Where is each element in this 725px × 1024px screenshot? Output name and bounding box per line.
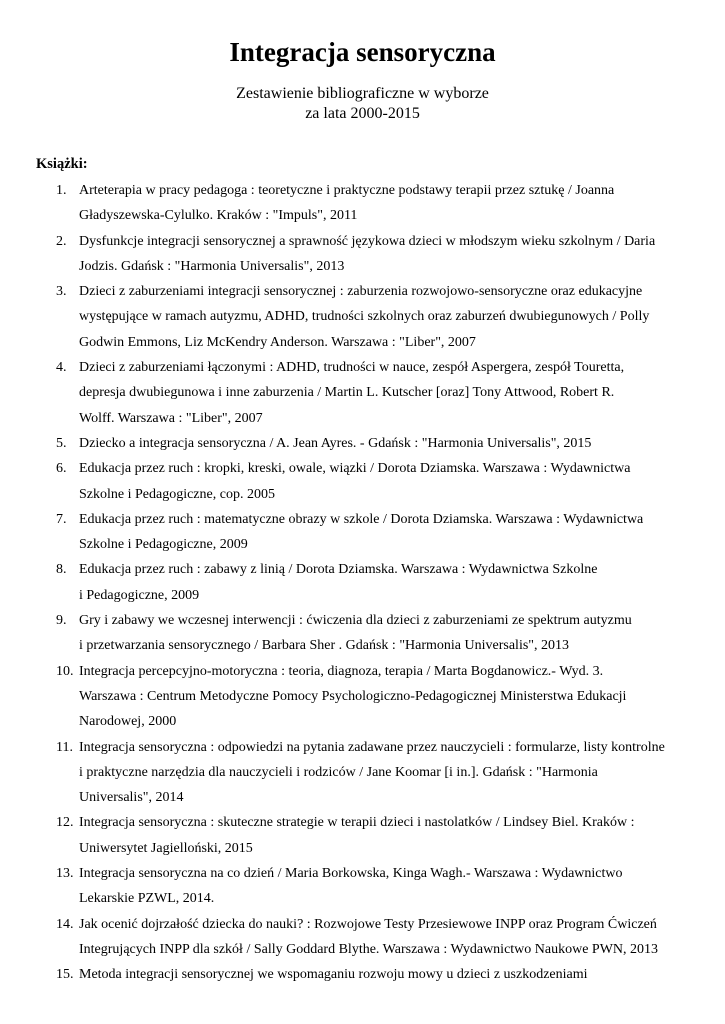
book-number: 12.: [56, 815, 74, 831]
document-subtitle: [0, 84, 725, 124]
book-item: [0, 735, 725, 811]
book-entry-text: Integracja sensoryczna na co dzień / Maria Borkowska, Kinga Wagh.- Warszawa : Wydawnictwo Lekarskie PZWL, 2014.: [79, 866, 623, 907]
book-list: [0, 178, 725, 988]
book-number: 2.: [56, 233, 67, 249]
book-item: [0, 456, 725, 507]
book-number: 14.: [56, 916, 74, 932]
book-number: 11.: [56, 739, 73, 755]
book-number: 4.: [56, 360, 67, 376]
book-item: [0, 810, 725, 861]
book-item: [0, 557, 725, 608]
book-entry-text: Edukacja przez ruch : kropki, kreski, owale, wiązki / Dorota Dziamska. Warszawa : Wydawnictwa Szkolne i Pedagogiczne, cop. 2005: [79, 461, 631, 502]
book-number: 1.: [56, 183, 67, 198]
book-item: [0, 608, 725, 659]
book-item: [0, 178, 725, 229]
book-entry-text: Edukacja przez ruch : matematyczne obrazy w szkole / Dorota Dziamska. Warszawa : Wydawnictwa Szkolne i Pedagogiczne, 2009: [79, 511, 644, 553]
book-entry-text: Dziecko a integracja sensoryczna / A. Jean Ayres. - Gdańsk : "Harmonia Universalis", 2015: [79, 435, 592, 451]
subtitle-line-2: za lata 2000-2015: [305, 105, 420, 122]
book-number: 7.: [56, 511, 67, 527]
section-heading-books: Książki:: [36, 156, 88, 172]
book-entry-text: Metoda integracji sensorycznej we wspomaganiu rozwoju mowy u dzieci z uszkodzeniami: [79, 967, 588, 983]
book-item: [0, 962, 725, 987]
book-entry-text: Arteterapia w pracy pedagoga : teoretyczne i praktyczne podstawy terapii przez sztukę / Joanna Gładyszewska-Cylulko. Kraków : "Impuls", 2011: [79, 183, 615, 224]
book-entry-text: Integracja sensoryczna : skuteczne strategie w terapii dzieci i nastolatków / Lindsey Biel. Kraków : Uniwersytet Jagielloński, 2015: [79, 815, 635, 856]
book-item: [0, 507, 725, 558]
book-entry-text: Dysfunkcje integracji sensorycznej a sprawność językowa dzieci w młodszym wieku szkolnym / Daria Jodzis. Gdańsk : "Harmonia Universalis", 2013: [79, 233, 656, 274]
book-number: 3.: [56, 284, 67, 300]
book-item: [0, 279, 725, 355]
subtitle-line-1: Zestawienie bibliograficzne w wyborze: [236, 85, 489, 102]
book-number: 9.: [56, 613, 67, 629]
book-item: [0, 861, 725, 912]
book-entry-text: Gry i zabawy we wczesnej interwencji : ćwiczenia dla dzieci z zaburzeniami ze spektrum autyzmu i przetwarzania sensorycznego / Barbara Sher . Gdańsk : "Harmonia Universalis", 2013: [79, 613, 632, 654]
document-title: Integracja sensoryczna: [229, 37, 496, 67]
book-number: 5.: [56, 435, 67, 451]
book-number: 6.: [56, 461, 67, 477]
book-number: 10.: [56, 663, 74, 679]
book-item: [0, 431, 725, 456]
book-item: [0, 229, 725, 280]
book-number: 15.: [56, 967, 74, 983]
book-entry-text: Dzieci z zaburzeniami łączonymi : ADHD, trudności w nauce, zespół Aspergera, zespół Touretta, depresja dwubiegunowa i inne zaburzenia / Martin L. Kutscher [oraz] Tony Attwood, Robert R. Wolff. Warszawa : "Liber", 2007: [79, 360, 625, 426]
book-item: [0, 355, 725, 431]
book-entry-text: Dzieci z zaburzeniami integracji sensorycznej : zaburzenia rozwojowo-sensoryczne oraz edukacyjne występujące w ramach autyzmu, ADHD, trudności szkolnych oraz zaburzeń dwubiegunowych / Polly Godwin Emmons, Liz McKendry Anderson. Warszawa : "Liber", 2007: [79, 284, 650, 350]
book-entry-text: Integracja sensoryczna : odpowiedzi na pytania zadawane przez nauczycieli : formularze, listy kontrolne i praktyczne narzędzia dla nauczycieli i rodziców / Jane Koomar [i in.]. Gdańsk : "Harmonia Universalis", 2014: [79, 739, 665, 806]
book-item: [0, 912, 725, 963]
book-entry-text: Jak ocenić dojrzałość dziecka do nauki? : Rozwojowe Testy Przesiewowe INPP oraz Program Ćwiczeń Integrujących INPP dla szkół / Sally Goddard Blythe. Warszawa : Wydawnictwo Naukowe PWN, 2013: [79, 916, 659, 957]
book-number: 8.: [56, 562, 67, 578]
book-number: 13.: [56, 866, 74, 882]
book-entry-text: Edukacja przez ruch : zabawy z linią / Dorota Dziamska. Warszawa : Wydawnictwa Szkolne i Pedagogiczne, 2009: [79, 562, 598, 603]
book-item: [0, 659, 725, 735]
book-entry-text: Integracja percepcyjno-motoryczna : teoria, diagnoza, terapia / Marta Bogdanowicz.- Wyd. 3. Warszawa : Centrum Metodyczne Pomocy Psychologiczno-Pedagogicznej Ministerstwa Edukacji Narodowej, 2000: [79, 663, 627, 730]
